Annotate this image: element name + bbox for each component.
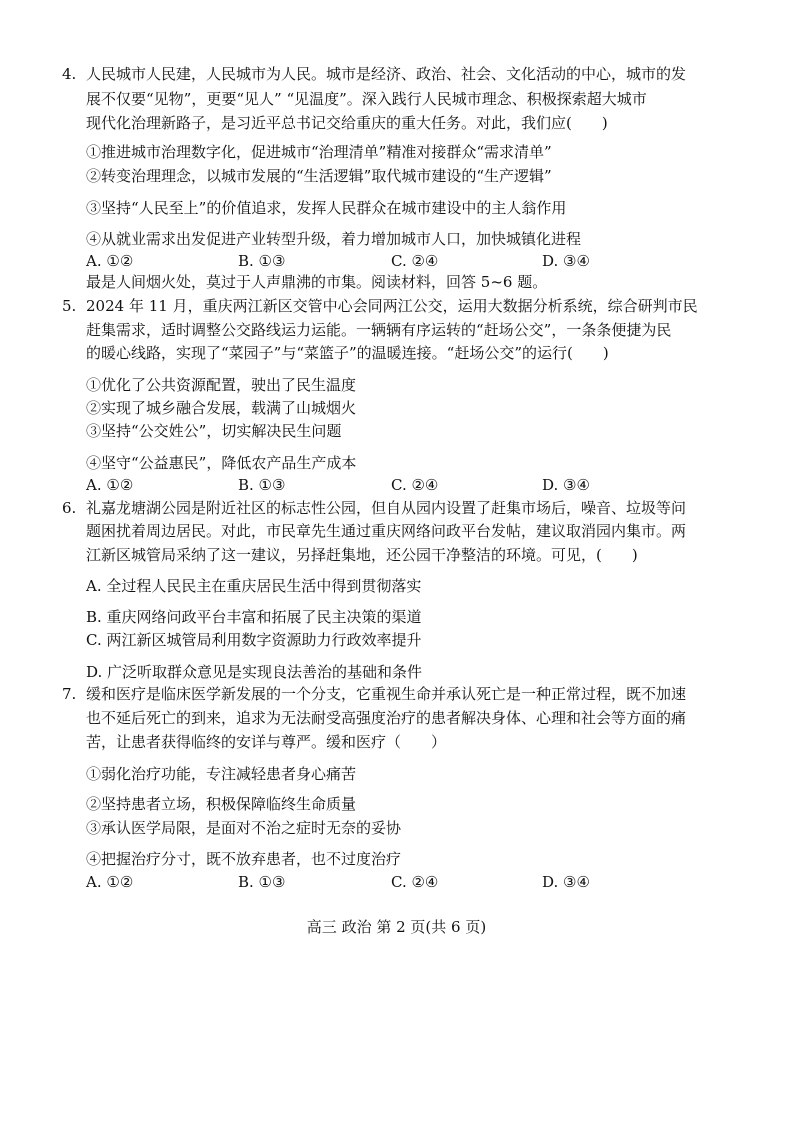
q5-item-1: ①优化了公共资源配置，驶出了民生温度 bbox=[86, 376, 357, 394]
q4-choices bbox=[86, 251, 706, 271]
q4-item-2: ②转变治理理念，以城市发展的“生活逻辑”取代城市建设的“生产逻辑” bbox=[86, 167, 552, 185]
q6-stem-line-2: 题困扰着周边居民。对此，市民章先生通过重庆网络问政平台发帖，建议取消园内集市。两 bbox=[86, 522, 687, 540]
q6-number: 6. bbox=[62, 499, 77, 517]
q7-stem-line-3: 苦，让患者获得临终的安详与尊严。缓和医疗（ ） bbox=[86, 733, 447, 751]
q5-number: 5. bbox=[62, 297, 77, 315]
q7-item-1: ①弱化治疗功能，专注减轻患者身心痛苦 bbox=[86, 765, 357, 783]
page-footer: 高三 政治 第 2 页(共 6 页) bbox=[306, 918, 487, 936]
q5-choice-d[interactable]: D. ③④ bbox=[542, 476, 590, 494]
q7-item-3: ③承认医学局限，是面对不治之症时无奈的妥协 bbox=[86, 819, 402, 837]
q6-stem-line-3: 江新区城管局采纳了这一建议，另择赶集地，还公园干净整洁的环境。可见，( ) bbox=[86, 546, 638, 564]
q6-option-d[interactable]: D. 广泛听取群众意见是实现良法善治的基础和条件 bbox=[86, 663, 423, 681]
q5-item-4: ④坚守“公益惠民”，降低农产品生产成本 bbox=[86, 454, 357, 472]
q7-choice-d[interactable]: D. ③④ bbox=[542, 873, 590, 891]
q7-item-2: ②坚持患者立场，积极保障临终生命质量 bbox=[86, 795, 357, 813]
q7-number: 7. bbox=[62, 685, 77, 703]
q6-option-c[interactable]: C. 两江新区城管局利用数字资源助力行政效率提升 bbox=[86, 631, 422, 649]
q5-choice-a[interactable]: A. ①② bbox=[86, 476, 134, 494]
q6-stem-line-1: 礼嘉龙塘湖公园是附近社区的标志性公园，但自从园内设置了赶集市场后，噪音、垃圾等问 bbox=[86, 499, 687, 517]
q4-stem-line-3: 现代化治理新路子，是习近平总书记交给重庆的重大任务。对此，我们应( ) bbox=[86, 114, 608, 132]
q7-choice-a[interactable]: A. ①② bbox=[86, 873, 134, 891]
q7-choices bbox=[86, 872, 706, 892]
q7-choice-c[interactable]: C. ②④ bbox=[391, 873, 439, 891]
q4-stem-line-2: 展不仅要“见物”，更要“见人” “见温度”。深入践行人民城市理念、积极探索超大城市 bbox=[86, 90, 647, 108]
q5-stem-line-1: 2024 年 11 月，重庆两江新区交管中心会同两江公交，运用大数据分析系统，综合研判市民 bbox=[86, 297, 698, 315]
q4-stem-line-1: 人民城市人民建，人民城市为人民。城市是经济、政治、社会、文化活动的中心，城市的发 bbox=[86, 65, 687, 83]
q7-stem-line-2: 也不延后死亡的到来，追求为无法耐受高强度治疗的患者解决身体、心理和社会等方面的痛 bbox=[86, 709, 687, 727]
q5-item-2: ②实现了城乡融合发展，载满了山城烟火 bbox=[86, 399, 357, 417]
q5-stem-line-3: 的暖心线路，实现了“菜园子”与“菜篮子”的温暖连接。“赶场公交”的运行( ) bbox=[86, 344, 609, 362]
q4-choice-d[interactable]: D. ③④ bbox=[542, 252, 590, 270]
q5-item-3: ③坚持“公交姓公”，切实解决民生问题 bbox=[86, 422, 342, 440]
q7-choice-b[interactable]: B. ①③ bbox=[238, 873, 286, 891]
q5-choice-c[interactable]: C. ②④ bbox=[391, 476, 439, 494]
q5-choice-b[interactable]: B. ①③ bbox=[238, 476, 286, 494]
q4-item-1: ①推进城市治理数字化，促进城市“治理清单”精准对接群众“需求清单” bbox=[86, 143, 552, 161]
q4-choice-b[interactable]: B. ①③ bbox=[238, 252, 286, 270]
q6-option-a[interactable]: A. 全过程人民民主在重庆居民生活中得到贯彻落实 bbox=[86, 577, 422, 595]
q6-option-b[interactable]: B. 重庆网络问政平台丰富和拓展了民主决策的渠道 bbox=[86, 608, 422, 626]
q4-choice-a[interactable]: A. ①② bbox=[86, 252, 134, 270]
q7-stem-line-1: 缓和医疗是临床医学新发展的一个分支，它重视生命并承认死亡是一种正常过程，既不加速 bbox=[86, 685, 687, 703]
q4-choice-c[interactable]: C. ②④ bbox=[391, 252, 439, 270]
q4-number: 4. bbox=[62, 65, 77, 83]
q5-stem-line-2: 赶集需求，适时调整公交路线运力运能。一辆辆有序运转的“赶场公交”，一条条便捷为民 bbox=[86, 321, 672, 339]
q4-item-3: ③坚持“人民至上”的价值追求，发挥人民群众在城市建设中的主人翁作用 bbox=[86, 199, 567, 217]
q4-item-4: ④从就业需求出发促进产业转型升级，着力增加城市人口，加快城镇化进程 bbox=[86, 230, 582, 248]
q7-item-4: ④把握治疗分寸，既不放弃患者，也不过度治疗 bbox=[86, 850, 402, 868]
material-intro: 最是人间烟火处，莫过于人声鼎沸的市集。阅读材料，回答 5~6 题。 bbox=[86, 273, 548, 291]
q5-choices bbox=[86, 475, 706, 495]
